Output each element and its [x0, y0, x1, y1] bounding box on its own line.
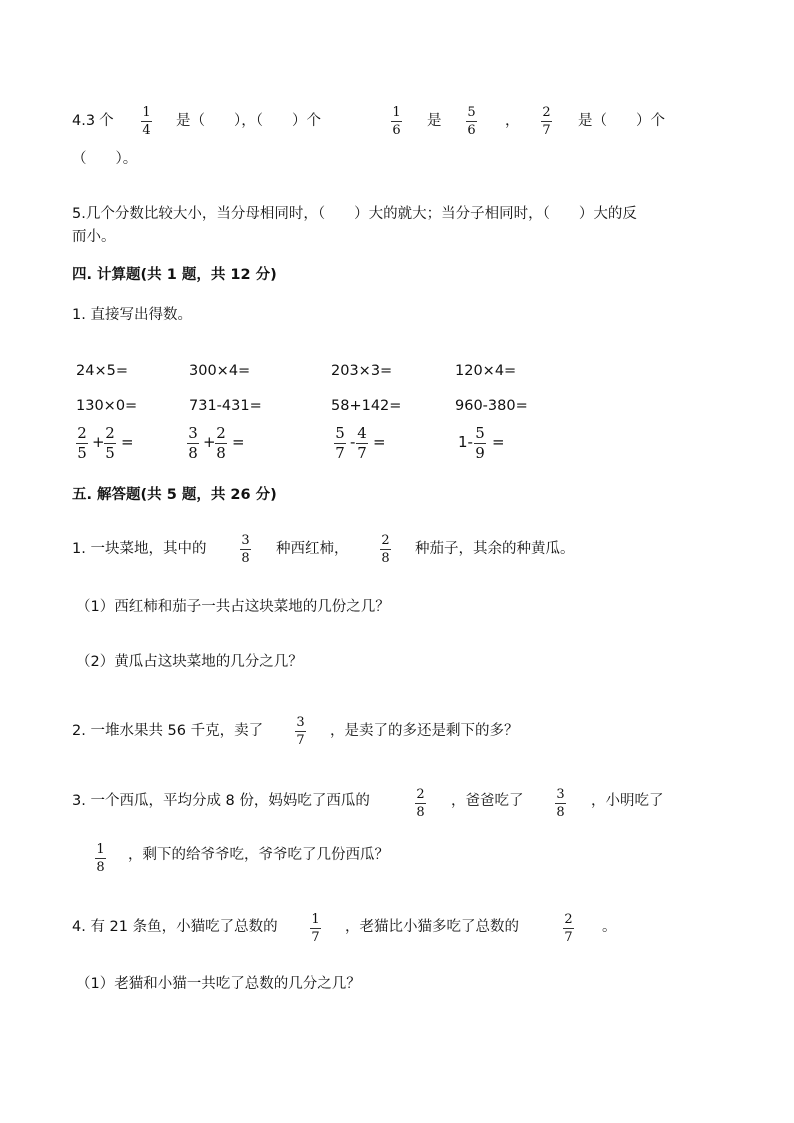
fraction-1-6: 1 6: [392, 105, 401, 138]
fraction: 2 5: [105, 424, 115, 462]
calc-r1-c3: 203×3=: [331, 363, 393, 379]
q3-4-text1: 是（ ），（ ）个: [176, 113, 321, 129]
fraction: 2 5: [77, 424, 87, 462]
equals-sign: =: [121, 433, 134, 451]
fraction: 4 7: [357, 424, 367, 462]
calc-r1-c2: 300×4=: [189, 363, 251, 379]
s5-q3-text-d: ，剩下的给爷爷吃，爷爷吃了几份西瓜？: [128, 847, 389, 863]
section-4-title: 四. 计算题(共 1 题，共 12 分): [72, 267, 277, 283]
fraction-2-7: 2 7: [542, 105, 551, 138]
fraction-2-8: 2 8: [381, 533, 390, 566]
calc-r1-c4: 120×4=: [455, 363, 517, 379]
s5-q2-text-a: 2. 一堆水果共 56 千克，卖了: [72, 723, 264, 739]
q3-5-line1: 5.几个分数比较大小，当分母相同时，（ ）大的就大；当分子相同时，（ ）大的反: [72, 206, 637, 222]
q3-4-line2: （ ）。: [72, 151, 138, 167]
s5-q1-sub1: （1）西红柿和茄子一共占这块菜地的几份之几？: [76, 599, 390, 615]
s5-q4-text-a: 4. 有 21 条鱼，小猫吃了总数的: [72, 919, 278, 935]
s5-q1-text-a: 1. 一块菜地，其中的: [72, 541, 207, 557]
s5-q4-sub1: （1）老猫和小猫一共吃了总数的几分之几？: [76, 976, 361, 992]
calc-r2-c2: 731-431=: [189, 398, 262, 414]
plus-operator: +: [92, 433, 105, 451]
fraction-1-7: 1 7: [311, 912, 320, 945]
fraction-2-8: 2 8: [416, 787, 425, 820]
calc-r1-c1: 24×5=: [76, 363, 128, 379]
s5-q1-sub2: （2）黄瓜占这块菜地的几分之几？: [76, 654, 303, 670]
s5-q4-text-b: ，老猫比小猫多吃了总数的: [345, 919, 519, 935]
fraction-3-8: 3 8: [241, 533, 250, 566]
minus-operator: -: [350, 433, 356, 451]
calc-r2-c4: 960-380=: [455, 398, 528, 414]
q3-5-line2: 而小。: [72, 229, 116, 245]
fraction: 2 8: [216, 424, 226, 462]
s5-q1-text-c: 种茄子，其余的种黄瓜。: [415, 541, 575, 557]
calc-r2-c1: 130×0=: [76, 398, 138, 414]
equals-sign: =: [373, 433, 386, 451]
fraction-5-6: 5 6: [467, 105, 476, 138]
fraction: 5 7: [335, 424, 345, 462]
equals-sign: =: [492, 433, 505, 451]
fraction-1-4: 1 4: [142, 105, 151, 138]
fraction-3-8: 3 8: [556, 787, 565, 820]
s5-q1-text-b: 种西红柿，: [276, 541, 349, 557]
section-5-title: 五. 解答题(共 5 题，共 26 分): [72, 487, 277, 503]
fraction: 5 9: [475, 424, 485, 462]
plus-operator: +: [203, 433, 216, 451]
q3-4-comma: ，: [505, 113, 520, 129]
q3-4-text2: 是（ ）个: [578, 113, 665, 129]
s5-q3-text-a: 3. 一个西瓜，平均分成 8 份，妈妈吃了西瓜的: [72, 793, 370, 809]
fraction-3-7: 3 7: [296, 715, 305, 748]
calc-r2-c3: 58+142=: [331, 398, 402, 414]
s5-q4-text-c: 。: [602, 919, 617, 935]
q3-4-is: 是: [427, 113, 442, 129]
s5-q3-text-c: ，小明吃了: [591, 793, 664, 809]
section-4-q1: 1. 直接写出得数。: [72, 307, 192, 323]
fraction-2-7: 2 7: [564, 912, 573, 945]
fraction-1-8: 1 8: [96, 842, 105, 875]
s5-q3-text-b: ，爸爸吃了: [451, 793, 524, 809]
s5-q2-text-b: ，是卖了的多还是剩下的多？: [330, 723, 519, 739]
q3-4-prefix: 4.3 个: [72, 113, 114, 129]
equals-sign: =: [232, 433, 245, 451]
fraction: 3 8: [188, 424, 198, 462]
one-minus: 1-: [458, 433, 473, 451]
